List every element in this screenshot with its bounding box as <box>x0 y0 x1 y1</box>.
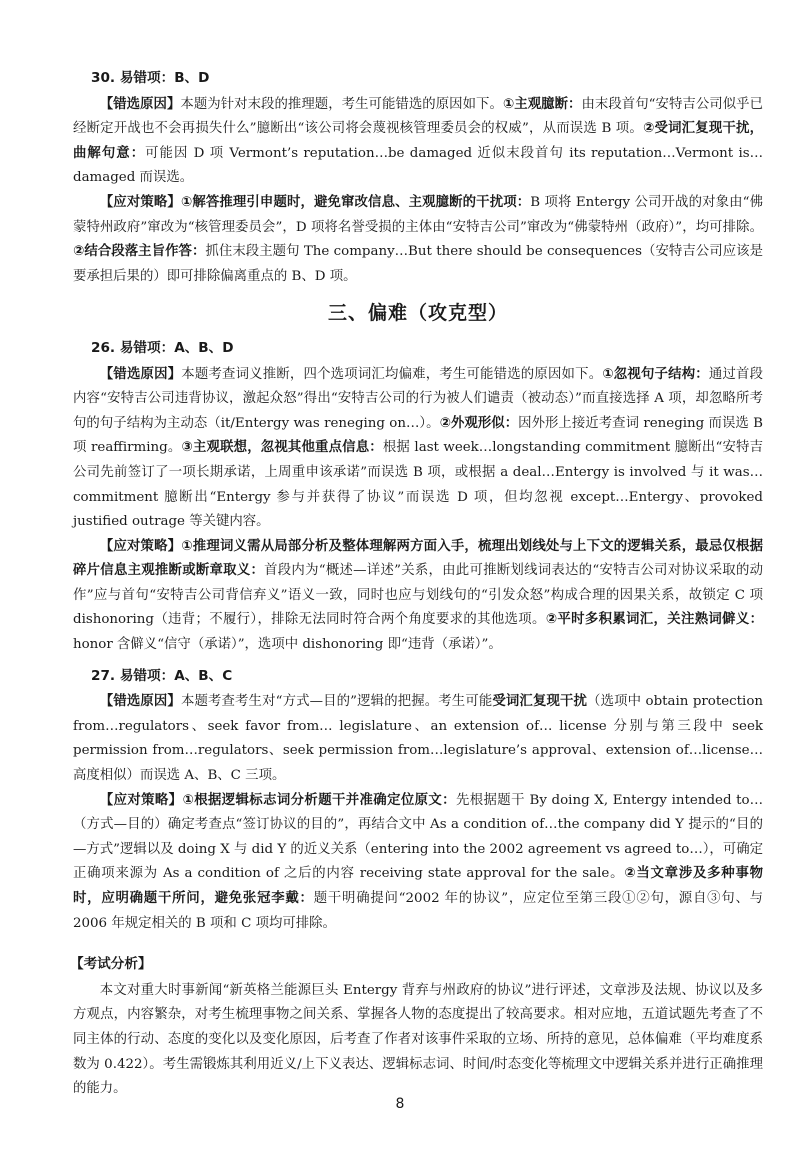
question-27-reason: 【错选原因】本题考查考生对“方式—目的”逻辑的把握。考生可能受词汇复现干扰（选项中 obtain protection from…regulators、seek favor from… legislature、an extension of… license 分别与第三段中 seek permission from…regulators、seek permission from…legislature’s approval、extension of…license…高度相似）而误选 A、B、C 三项。 <box>73 694 764 784</box>
strategy-label: 【应对策略】 <box>99 194 181 210</box>
question-27-strategy: 【应对策略】①根据逻辑标志词分析题干并准确定位原文：先根据题干 By doing X, Entergy intended to…（方式—目的）确定考查点“签订协议的目的”，再结合文中 As a condition of…the company did Y 提示的“目的—方式”逻辑以及 doing X 与 did Y 的近义关系（entering into the 2002 agreement vs agreed to…），可确定正确项来源为 As a condition of 之后的内容 receiving state approval for the sale。②当文章涉及多种事物时，应明确题干所问，避免张冠李戴：题干明确提问“2002 年的协议”，应定位至第三段①②句，源自③句、与 2006 年规定相关的 B 项和 C 项均可排除。 <box>73 792 764 931</box>
question-27-block <box>73 664 763 937</box>
reason-label: 【错选原因】 <box>99 366 182 382</box>
page-content <box>70 66 764 1102</box>
question-26-heading: 26. 易错项：A、B、D <box>91 339 234 356</box>
reason-label: 【错选原因】 <box>99 694 181 710</box>
strategy-label: 【应对策略】 <box>99 792 183 808</box>
section-title: 三、偏难（攻克型） <box>327 302 508 325</box>
exam-analysis-block <box>70 952 763 1102</box>
question-26-reason: 【错选原因】本题考查词义推断，四个选项词汇均偏难，考生可能错选的原因如下。①忽视句子结构：通过首段内容“安特吉公司违背协议，激起众怒”得出“安特吉公司的行为被人们谴责（被动态）”而直接选择 A 项，却忽略所考句的句子结构为主动态（it/Entergy was reneging on…）。②外观形似：因外形上接近考查词 reneging 而误选 B 项 reaffirming。③主观联想，忽视其他重点信息：根据 last week…longstanding commitment 臆断出“安特吉公司先前签订了一项长期承诺，上周重申该承诺”而误选 B 项，或根据 a deal…Entergy is involved 与 it was…commitment 臆断出“Entergy 参与并获得了协议”而误选 D 项，但均忽视 except…Entergy、provoked justified outrage 等关键内容。 <box>73 366 764 530</box>
exam-analysis-text: 本文对重大时事新闻“新英格兰能源巨头 Entergy 背弃与州政府的协议”进行评述，文章涉及法规、协议以及多方观点，内容繁杂，对考生梳理事物之间关系、掌握各人物的态度提出了较高要求。相对应地，五道试题先考查了不同主体的行动、态度的变化以及变化原因，后考查了作者对该事件采取的立场、所持的意见，总体偏难（平均难度系数为 0.422）。考生需锻炼其利用近义/上下义表达、逻辑标志词、时间/时态变化等梳理文中逻辑关系并进行正确推理的能力。 <box>73 982 763 1097</box>
page-number: 8 <box>395 1096 405 1112</box>
reason-label: 【错选原因】 <box>99 96 181 112</box>
question-30-block <box>73 66 763 289</box>
question-26-block <box>73 336 763 658</box>
question-30-heading: 30. 易错项：B、D <box>91 70 210 86</box>
strategy-label: 【应对策略】 <box>99 538 182 554</box>
exam-analysis-heading: 【考试分析】 <box>70 956 152 973</box>
question-26-strategy: 【应对策略】①推理词义需从局部分析及整体理解两方面入手，梳理出划线处与上下文的逻辑关系，最忌仅根据碎片信息主观推断或断章取义：首段内为“概述—详述”关系，由此可推断划线词表达的“安特吉公司对协议采取的动作”应与首句“安特吉公司背信弃义”语义一致，同时也应与划线句的“引发众怒”构成合理的因果关系，故锁定 C 项 dishonoring（违背；不履行），排除无法同时符合两个角度要求的其他选项。②平时多积累词汇，关注熟词僻义：honor 含僻义“信守（承诺）”，选项中 dishonoring 即“违背（承诺）”。 <box>73 538 763 653</box>
question-30-strategy: 【应对策略】①解答推理引申题时，避免窜改信息、主观臆断的干扰项：B 项将 Entergy 公司开战的对象由“佛蒙特州政府”窜改为“核管理委员会”，D 项将名誉受损的主体由“安特吉公司”窜改为“佛蒙特州（政府）”，均可排除。②结合段落主旨作答：抓住末段主题句 The company…But there should be consequences（安特吉公司应该是要承担后果的）即可排除偏离重点的 B、D 项。 <box>73 194 763 284</box>
question-30-reason: 【错选原因】本题为针对末段的推理题，考生可能错选的原因如下。①主观臆断：由末段首句“安特吉公司似乎已经断定开战也不会再损失什么”臆断出“该公司将会蔑视核管理委员会的权威”，从而误选 B 项。②受词汇复现干扰，曲解句意：可能因 D 项 Vermont’s reputation…be damaged 近似末段首句 its reputation…Vermont is…damaged 而误选。 <box>73 96 764 186</box>
question-27-heading: 27. 易错项：A、B、C <box>91 667 233 684</box>
